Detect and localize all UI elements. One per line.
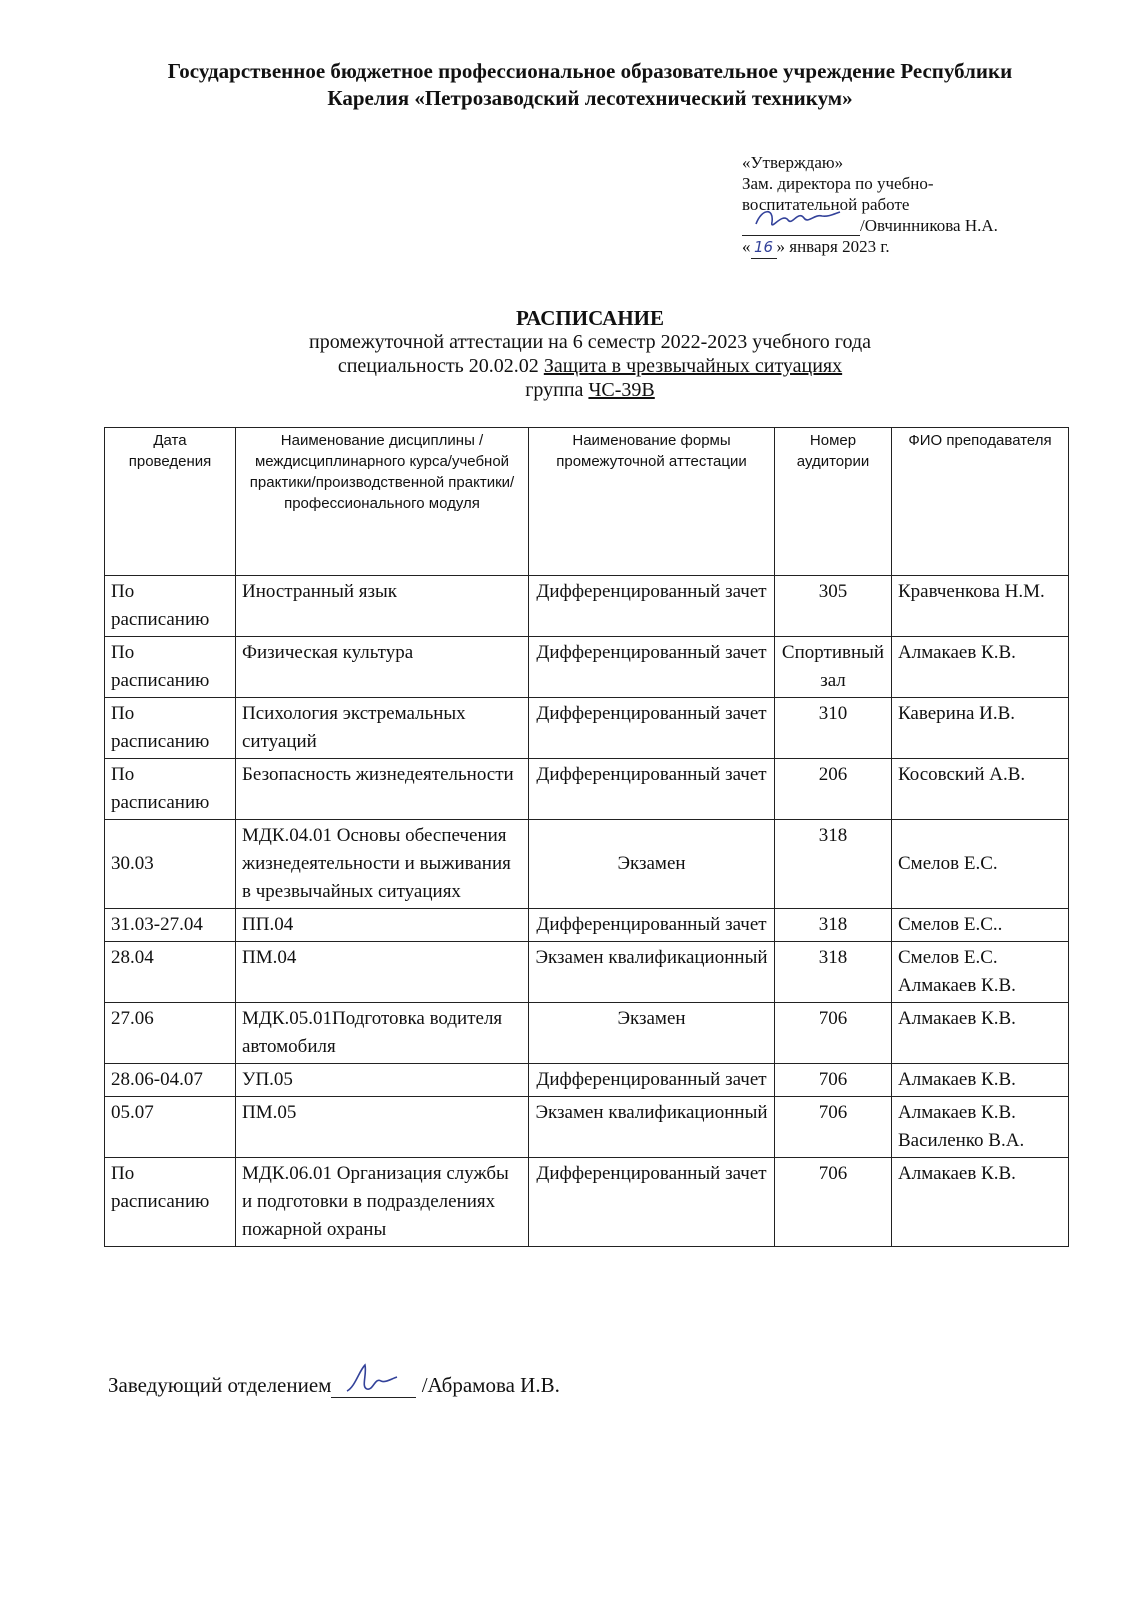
schedule-heading: РАСПИСАНИЕ (515, 306, 665, 330)
handwritten-signature-icon (752, 202, 842, 236)
specialty-name: Защита в чрезвычайных ситуациях (543, 355, 843, 377)
approval-signature (742, 218, 860, 236)
table-row (105, 637, 1069, 698)
cell-teacher: Алмакаев К.В. Василенко В.А. (892, 1097, 1069, 1158)
table-row (105, 698, 1069, 759)
cell-date: 30.03 (105, 820, 236, 909)
cell-form: Дифференцированный зачет (529, 576, 775, 637)
cell-date: 27.06 (105, 1003, 236, 1064)
handwritten-signature-icon (341, 1361, 401, 1399)
cell-date: По расписанию (105, 637, 236, 698)
cell-form: Дифференцированный зачет (529, 1158, 775, 1247)
table-row (105, 942, 1069, 1003)
cell-room: 206 (775, 759, 892, 820)
table-header-row (105, 428, 1069, 576)
cell-room: 706 (775, 1064, 892, 1097)
cell-teacher: Алмакаев К.В. (892, 1064, 1069, 1097)
cell-teacher: Алмакаев К.В. (892, 637, 1069, 698)
group-line (200, 378, 980, 402)
cell-form: Дифференцированный зачет (529, 909, 775, 942)
specialty-line (200, 354, 980, 378)
approval-signature-row (742, 215, 1072, 236)
cell-discipline: МДК.06.01 Организация службы и подготовки в подразделениях пожарной охраны (236, 1158, 529, 1247)
cell-form: Экзамен квалификационный (529, 1097, 775, 1158)
table-row (105, 1158, 1069, 1247)
table-row (105, 1097, 1069, 1158)
approval-line-2: Зам. директора по учебно- (742, 174, 934, 193)
approval-block (742, 152, 1072, 259)
org-line-1: Государственное бюджетное профессиональное образовательное учреждение Республики (167, 59, 1013, 83)
table-row (105, 1064, 1069, 1097)
table-row (105, 1003, 1069, 1064)
department-head-signature (108, 1373, 560, 1398)
cell-date: По расписанию (105, 759, 236, 820)
footer-signer: /Абрамова И.В. (416, 1373, 560, 1397)
org-line-2: Карелия «Петрозаводский лесотехнический техникум» (327, 86, 853, 110)
footer-signature (331, 1377, 416, 1398)
cell-room: 318 (775, 909, 892, 942)
approval-signer: /Овчинникова Н.А. (860, 216, 998, 235)
cell-date: По расписанию (105, 698, 236, 759)
header-date: Дата проведения (105, 428, 236, 576)
specialty-prefix: специальность 20.02.02 (337, 355, 544, 377)
cell-room: 318 (775, 942, 892, 1003)
cell-discipline: ПП.04 (236, 909, 529, 942)
schedule-table (104, 427, 1069, 1247)
cell-discipline: Психология экстремальных ситуаций (236, 698, 529, 759)
cell-date: По расписанию (105, 1158, 236, 1247)
cell-teacher: Каверина И.В. (892, 698, 1069, 759)
table-row (105, 759, 1069, 820)
cell-form: Дифференцированный зачет (529, 759, 775, 820)
cell-teacher: Смелов Е.С.. (892, 909, 1069, 942)
cell-form: Дифференцированный зачет (529, 698, 775, 759)
table-row (105, 820, 1069, 909)
cell-teacher: Косовский А.В. (892, 759, 1069, 820)
cell-room: 706 (775, 1158, 892, 1247)
cell-discipline: МДК.05.01Подготовка водителя автомобиля (236, 1003, 529, 1064)
cell-room: 706 (775, 1003, 892, 1064)
cell-room: 305 (775, 576, 892, 637)
approval-day: 16 (751, 237, 777, 259)
cell-date: 31.03-27.04 (105, 909, 236, 942)
cell-date: 28.06-04.07 (105, 1064, 236, 1097)
table-row (105, 909, 1069, 942)
cell-discipline: УП.05 (236, 1064, 529, 1097)
footer-label: Заведующий отделением (108, 1373, 332, 1397)
header-discipline: Наименование дисциплины /междисциплинарного курса/учебной практики/производственной практики/профессионального модуля (236, 428, 529, 576)
cell-room: Спортивный зал (775, 637, 892, 698)
cell-teacher: Алмакаев К.В. (892, 1158, 1069, 1247)
cell-discipline: ПМ.05 (236, 1097, 529, 1158)
approval-line-3: воспитательной работе (742, 195, 910, 214)
cell-room: 706 (775, 1097, 892, 1158)
group-prefix: группа (525, 379, 589, 401)
schedule-title (200, 306, 980, 402)
cell-form: Дифференцированный зачет (529, 1064, 775, 1097)
organization-header (100, 58, 1080, 112)
cell-date: 28.04 (105, 942, 236, 1003)
approval-line-1: «Утверждаю» (742, 153, 844, 172)
table-row (105, 576, 1069, 637)
cell-discipline: Безопасность жизнедеятельности (236, 759, 529, 820)
header-teacher: ФИО преподавателя (892, 428, 1069, 576)
cell-room: 318 (775, 820, 892, 909)
cell-teacher: Алмакаев К.В. (892, 1003, 1069, 1064)
cell-date: 05.07 (105, 1097, 236, 1158)
header-room: Номер аудитории (775, 428, 892, 576)
schedule-subtitle: промежуточной аттестации на 6 семестр 2022-2023 учебного года (309, 331, 871, 353)
approval-date (742, 236, 1072, 259)
cell-form: Экзамен (529, 1003, 775, 1064)
approval-date-rest: » января 2023 г. (776, 237, 890, 256)
cell-form: Экзамен квалификационный (529, 942, 775, 1003)
cell-discipline: МДК.04.01 Основы обеспечения жизнедеятельности и выживания в чрезвычайных ситуациях (236, 820, 529, 909)
cell-form: Экзамен (529, 820, 775, 909)
cell-form: Дифференцированный зачет (529, 637, 775, 698)
cell-room: 310 (775, 698, 892, 759)
cell-teacher: Смелов Е.С. (892, 820, 1069, 909)
cell-discipline: ПМ.04 (236, 942, 529, 1003)
group-name: ЧС-39В (588, 379, 655, 401)
cell-date: По расписанию (105, 576, 236, 637)
cell-discipline: Физическая культура (236, 637, 529, 698)
cell-teacher: Смелов Е.С. Алмакаев К.В. (892, 942, 1069, 1003)
cell-discipline: Иностранный язык (236, 576, 529, 637)
cell-teacher: Кравченкова Н.М. (892, 576, 1069, 637)
approval-date-quote: « (742, 237, 751, 256)
header-form: Наименование формы промежуточной аттестации (529, 428, 775, 576)
